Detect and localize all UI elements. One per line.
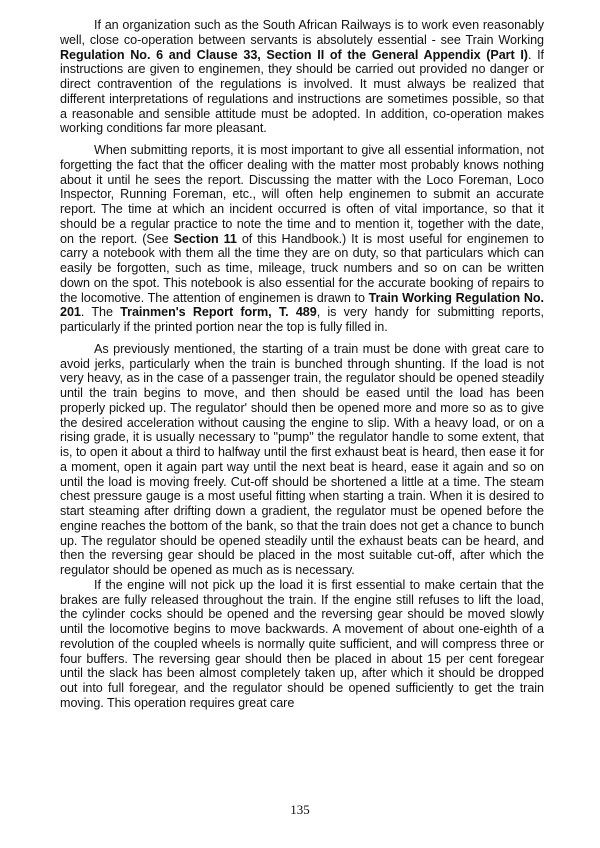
text-run: If the engine will not pick up the load it is first essential to make certain that the brakes are fully released throughout the train. If the engine still refuses to lift the load, the cylinder cocks should be opened and the reversing gear should be moved slowly until the locomotive begins to move backwards. A movement of about one-eighth of a revolution of the coupled wheels is normally quite sufficient, and will compress three or four buffers. The reversing gear should then be placed in about 15 per cent foregear until the slack has been almost completely taken up, after which it should be dropped out into full foregear, and the regulator should be opened sufficiently to get the train moving. This operation requires great care [60, 577, 544, 710]
text-run: When submitting reports, it is most important to give all essential information, not forgetting the fact that the officer dealing with the matter most probably knows nothing about it until he sees the report. Discussing the matter with the Loco Foreman, Loco Inspector, Running Foreman, etc., will often help enginemen to submit an accurate report. The time at which an incident occurred is often of vital importance, so that it should be a regular practice to note the time and to mention it, together with the date, on the report. (See [60, 143, 544, 246]
text-run: , is very handy for submitting reports, particularly if the printed portion near the top is fully filled in. [60, 305, 544, 334]
bold-reference: Trainmen's Report form, T. 489 [120, 305, 317, 320]
text-run: . The [80, 305, 121, 320]
text-run: If an organization such as the South African Railways is to work even reasonably well, close co-operation between servants is absolutely essential - see Train Working [60, 18, 544, 47]
text-run: . If instructions are given to enginemen, they should be carried out provided no danger or direct contravention of the regulations is involved. It must always be realized that different interpretations of regulations and instructions are sometimes possible, so that a reasonable and sensible attitude must be adopted. In addition, co-operation makes working conditions far more pleasant. [60, 47, 544, 136]
bold-reference: Section 11 [173, 231, 237, 246]
paragraph-reports [60, 143, 544, 335]
paragraph-cooperation [60, 18, 544, 136]
paragraph-starting-train [60, 342, 544, 578]
text-run: As previously mentioned, the starting of a train must be done with great care to avoid jerks, particularly when the train is bunched through shunting. If the load is not very heavy, as in the case of a passenger train, the regulator should be opened steadily until the train begins to move, and then should be eased until the load has been properly picked up. The regulator' should then be opened more and more so as to give the desired acceleration without causing the engine to slip. With a heavy load, or on a rising grade, it is usually necessary to "pump" the regulator handle to some extent, that is, to open it about a third to halfway until the first exhaust beat is heard, then ease it for a moment, open it again part way until the next beat is heard, ease it again and so on until the load is moving freely. Cut-off should be shortened a little at a time. The steam chest pressure gauge is a most useful fitting when starting a train. When it is desired to start steaming after drifting down a gradient, the regulator must be opened before the engine reaches the bottom of the bank, so that the train does not get a chance to bunch up. The regulator should be opened steadily until the exhaust beats can be heard, and then the reversing gear should be placed in the most suitable cut-off, after which the regulator should be opened as much as is necessary. [60, 341, 544, 577]
page-number: 135 [290, 802, 310, 817]
bold-reference: Train Working Regulation No. 201 [60, 290, 545, 320]
text-run: of this Handbook.) It is most useful for enginemen to carry a notebook with them all the time they are on duty, so that particulars which can easily be forgotten, such as time, mileage, truck numbers and so on can be written down on the spot. This notebook is also essential for the accurate booking of repairs to the locomotive. The attention of enginemen is drawn to [60, 231, 544, 305]
paragraph-picking-up-load [60, 578, 544, 711]
bold-reference: Regulation No. 6 and Clause 33, Section II of the General Appendix (Part I) [60, 47, 528, 62]
body-text [60, 18, 544, 711]
